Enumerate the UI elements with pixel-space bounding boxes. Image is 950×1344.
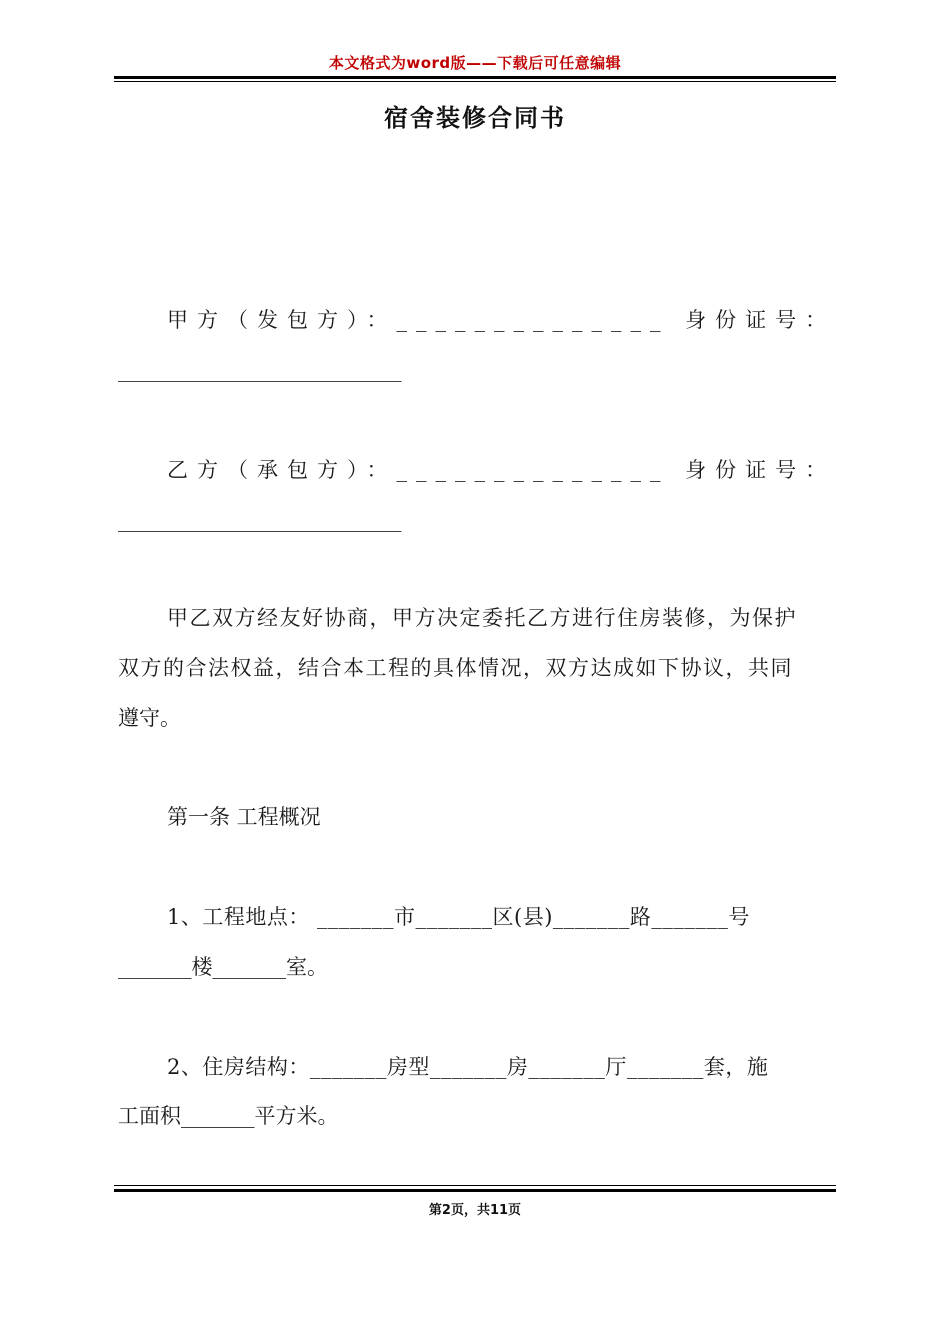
item-1-line-1: 1、工程地点： _______市_______区(县)_______路_______号	[167, 905, 750, 929]
article-1-heading: 第一条 工程概况	[167, 805, 321, 829]
party-a-tail: ___________________________	[118, 358, 402, 382]
header-note: 本文格式为word版——下载后可任意编辑	[328, 54, 622, 72]
item-1-line-2: _______楼_______室。	[118, 955, 328, 979]
party-a-line: 甲方（发包方）：______________ 身份证号：	[167, 308, 836, 332]
footer-rule-thin	[114, 1185, 836, 1186]
item-2-line-1: 2、住房结构：_______房型_______房_______厅_______套，施	[167, 1055, 769, 1079]
footer-rule-thick	[114, 1189, 836, 1192]
header-rule-thick	[114, 76, 836, 79]
item-2-line-2: 工面积_______平方米。	[118, 1104, 339, 1128]
party-b-line: 乙方（承包方）：______________ 身份证号：	[167, 458, 836, 482]
page-number: 第2页，共11页	[428, 1203, 522, 1218]
party-b-tail: ___________________________	[118, 508, 402, 532]
document-title: 宿舍装修合同书	[384, 104, 566, 132]
intro-line-3: 遵守。	[118, 706, 181, 730]
intro-line-1: 甲乙双方经友好协商，甲方决定委托乙方进行住房装修，为保护	[167, 606, 797, 630]
header-rule-thin	[114, 81, 836, 82]
intro-line-2: 双方的合法权益，结合本工程的具体情况，双方达成如下协议，共同	[118, 656, 793, 680]
